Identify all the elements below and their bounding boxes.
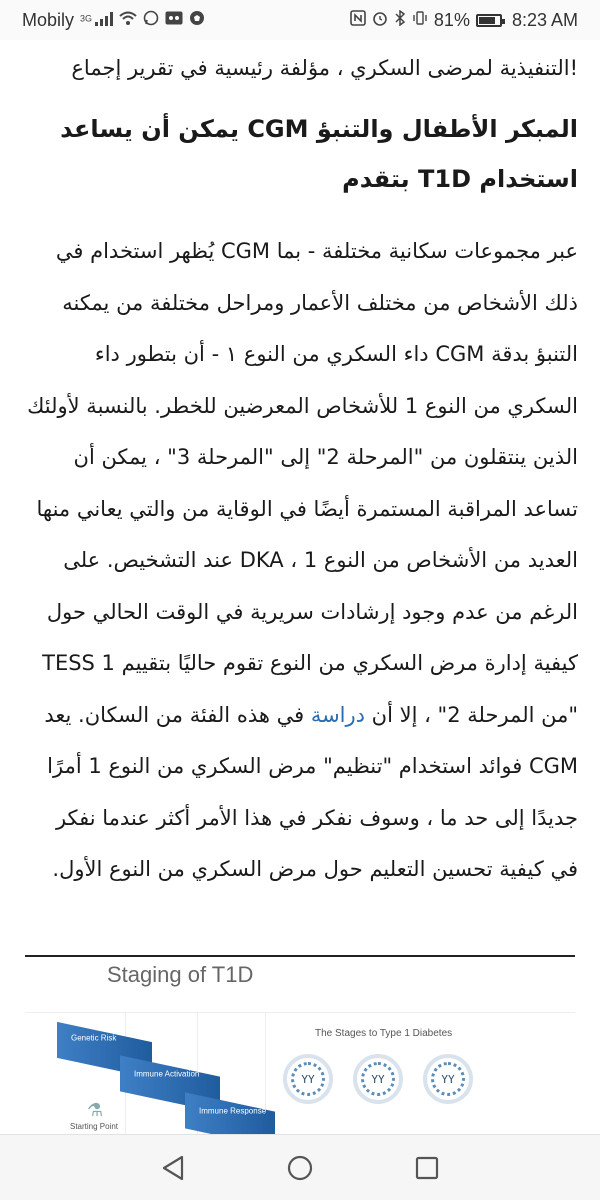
vibrate-icon bbox=[412, 10, 428, 30]
status-bar-right bbox=[350, 10, 578, 31]
stage-1-glyph: YY bbox=[291, 1062, 325, 1096]
starting-point-label: Starting Point bbox=[70, 1122, 119, 1131]
voicemail-icon bbox=[165, 11, 183, 29]
step-immune-activation: Immune Activation bbox=[120, 1055, 220, 1112]
step-immune-response: Immune Response bbox=[185, 1092, 275, 1134]
clock: 8:23 AM bbox=[511, 9, 578, 30]
soccer-icon bbox=[189, 10, 205, 30]
stage-1-circle bbox=[283, 1054, 333, 1104]
home-icon[interactable] bbox=[280, 1148, 320, 1188]
whatsapp-icon bbox=[143, 10, 159, 30]
battery-fill bbox=[479, 17, 495, 24]
article-body-part-2: في هذه الفئة من السكان. يعد CGM فوائد استخدام "تنظيم" مرض السكري من النوع 1 أمرًا جديدًا إلى حد ما ، وسوف نفكر في هذا الأمر أكثر عندما نفكر في كيفية تحسين التعليم حول مرض السكري من النوع الأول. bbox=[44, 702, 578, 881]
stage-3-glyph: YY bbox=[431, 1062, 465, 1096]
article-content bbox=[22, 50, 578, 896]
recents-icon[interactable] bbox=[407, 1148, 447, 1188]
study-link[interactable]: دراسة bbox=[310, 702, 365, 727]
stage-2-circle bbox=[353, 1054, 403, 1104]
stage-2-glyph: YY bbox=[361, 1062, 395, 1096]
staging-figure[interactable] bbox=[25, 962, 575, 1134]
dna-icon: ⚗ bbox=[87, 1100, 104, 1121]
battery-icon bbox=[476, 14, 502, 27]
signal-icon bbox=[80, 12, 113, 29]
figure-title: Staging of T1D bbox=[107, 962, 254, 987]
bluetooth-icon bbox=[394, 10, 406, 30]
article-heading: المبكر الأطفال والتنبؤ CGM يمكن أن يساعد استخدام T1D بتقدم bbox=[60, 115, 578, 193]
article-body-part-1: عبر مجموعات سكانية مختلفة - بما CGM يُظهر استخدام في ذلك الأشخاص من مختلف الأعمار ومراحل مختلفة من يمكنه التنبؤ بدقة CGM داء السكري من النوع ١ - أن بتطور داء السكري من النوع 1 للأشخاص المعرضين للخطر. بالنسبة لأولئك الذين ينتقلون من "المرحلة 2" إلى "المرحلة 3" ، يمكن أن تساعد المراقبة المستمرة أيضًا في الوقاية من والتي يعاني منها العديد من الأشخاص من النوع 1 ، DKA عند التشخيص. على الرغم من عدم وجود إرشادات سريرية في الوقت الحالي حول كيفية إدارة مرض السكري من النوع تقوم حاليًا بتقييم TESS 1 "من المرحلة 2" ، إلا أن bbox=[27, 239, 578, 727]
battery-percent: 81% bbox=[433, 9, 470, 30]
stages-title: The Stages to Type 1 Diabetes bbox=[315, 1028, 453, 1039]
alarm-icon bbox=[372, 10, 388, 30]
article-body bbox=[22, 226, 578, 896]
back-icon[interactable] bbox=[153, 1148, 193, 1188]
nfc-icon bbox=[350, 10, 366, 30]
signal-type-label: 3G bbox=[80, 12, 93, 23]
status-bar-left bbox=[22, 10, 205, 31]
wifi-icon bbox=[119, 11, 137, 29]
step-genetic-risk: Genetic Risk bbox=[57, 1022, 152, 1078]
carrier-label: Mobily bbox=[22, 9, 75, 30]
divider bbox=[25, 955, 575, 957]
status-bar bbox=[0, 0, 600, 40]
stage-3-circle bbox=[423, 1054, 473, 1104]
navigation-bar bbox=[0, 1134, 600, 1200]
article-top-line: !التنفيذية لمرضى السكري ، مؤلفة رئيسية في تقرير إجماع bbox=[71, 56, 578, 80]
